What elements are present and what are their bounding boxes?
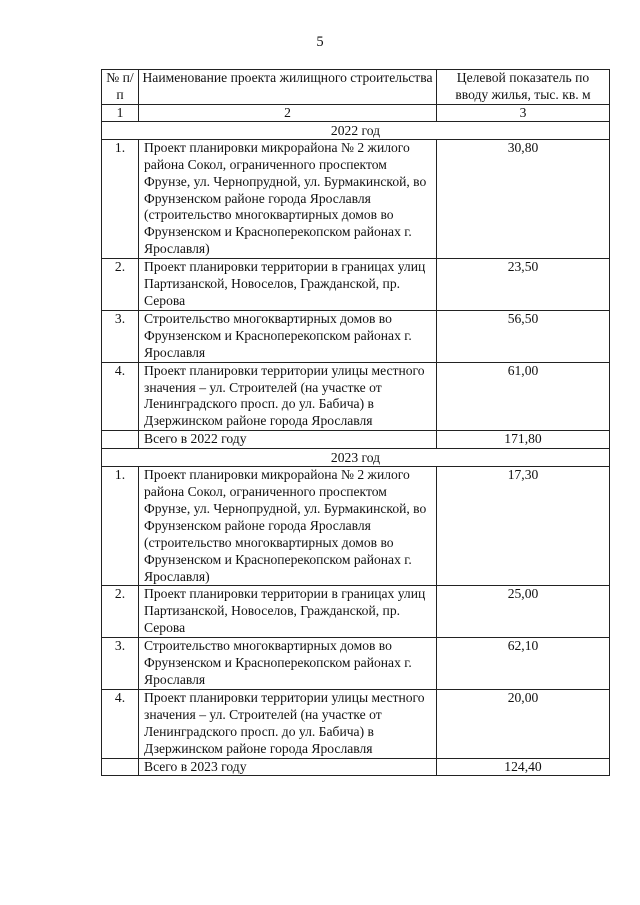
year-label: 2022 год bbox=[102, 121, 610, 139]
target-value: 62,10 bbox=[437, 638, 610, 690]
target-value: 17,30 bbox=[437, 467, 610, 586]
row-number: 2. bbox=[102, 586, 139, 638]
table-row bbox=[102, 586, 610, 638]
row-number: 1. bbox=[102, 467, 139, 586]
housing-targets-table bbox=[101, 69, 610, 776]
project-name: Проект планировки территории улицы местного значения – ул. Строителей (на участке от Ленинградского просп. до ул. Бабича) в Дзержинском районе города Ярославля bbox=[139, 362, 437, 431]
table-row bbox=[102, 310, 610, 362]
table-row bbox=[102, 259, 610, 311]
total-row bbox=[102, 758, 610, 776]
table-header-row bbox=[102, 70, 610, 105]
target-value: 30,80 bbox=[437, 139, 610, 258]
total-value: 124,40 bbox=[437, 758, 610, 776]
project-name: Строительство многоквартирных домов во Фрунзенском и Красноперекопском районах г. Ярославля bbox=[139, 638, 437, 690]
year-section-row bbox=[102, 449, 610, 467]
table-row bbox=[102, 362, 610, 431]
row-number: 3. bbox=[102, 638, 139, 690]
table-row bbox=[102, 139, 610, 258]
header-project-name: Наименование проекта жилищного строительства bbox=[139, 70, 437, 105]
total-label: Всего в 2022 году bbox=[139, 431, 437, 449]
page-number: 5 bbox=[316, 34, 324, 50]
row-number: 4. bbox=[102, 362, 139, 431]
column-number: 2 bbox=[139, 104, 437, 121]
row-number: 1. bbox=[102, 139, 139, 258]
table-row bbox=[102, 467, 610, 586]
column-number: 1 bbox=[102, 104, 139, 121]
year-section-row bbox=[102, 121, 610, 139]
row-number: 4. bbox=[102, 689, 139, 758]
total-label: Всего в 2023 году bbox=[139, 758, 437, 776]
header-target-value: Целевой показатель по вводу жилья, тыс. кв. м bbox=[437, 70, 610, 105]
row-number: 2. bbox=[102, 259, 139, 311]
project-name: Проект планировки микрорайона № 2 жилого района Сокол, ограниченного проспектом Фрунзе, ул. Чернопрудной, ул. Бурмакинской, во Фрунзенском районе города Ярославля (строительство многоквартирных домов во Фрунзенском и Красноперекопском районах г. Ярославля) bbox=[139, 139, 437, 258]
column-number: 3 bbox=[437, 104, 610, 121]
year-label: 2023 год bbox=[102, 449, 610, 467]
target-value: 25,00 bbox=[437, 586, 610, 638]
target-value: 56,50 bbox=[437, 310, 610, 362]
project-name: Проект планировки территории в границах улиц Партизанской, Новоселов, Гражданской, пр. Серова bbox=[139, 259, 437, 311]
header-num: № п/п bbox=[102, 70, 139, 105]
table-row bbox=[102, 638, 610, 690]
project-name: Строительство многоквартирных домов во Фрунзенском и Красноперекопском районах г. Ярославля bbox=[139, 310, 437, 362]
column-numbers-row bbox=[102, 104, 610, 121]
target-value: 23,50 bbox=[437, 259, 610, 311]
project-name: Проект планировки территории в границах улиц Партизанской, Новоселов, Гражданской, пр. Серова bbox=[139, 586, 437, 638]
total-empty-cell bbox=[102, 431, 139, 449]
total-empty-cell bbox=[102, 758, 139, 776]
target-value: 20,00 bbox=[437, 689, 610, 758]
table-row bbox=[102, 689, 610, 758]
target-value: 61,00 bbox=[437, 362, 610, 431]
project-name: Проект планировки территории улицы местного значения – ул. Строителей (на участке от Ленинградского просп. до ул. Бабича) в Дзержинском районе города Ярославля bbox=[139, 689, 437, 758]
total-value: 171,80 bbox=[437, 431, 610, 449]
total-row bbox=[102, 431, 610, 449]
row-number: 3. bbox=[102, 310, 139, 362]
project-name: Проект планировки микрорайона № 2 жилого района Сокол, ограниченного проспектом Фрунзе, ул. Чернопрудной, ул. Бурмакинской, во Фрунзенском районе города Ярославля (строительство многоквартирных домов во Фрунзенском и Красноперекопском районах г. Ярославля) bbox=[139, 467, 437, 586]
